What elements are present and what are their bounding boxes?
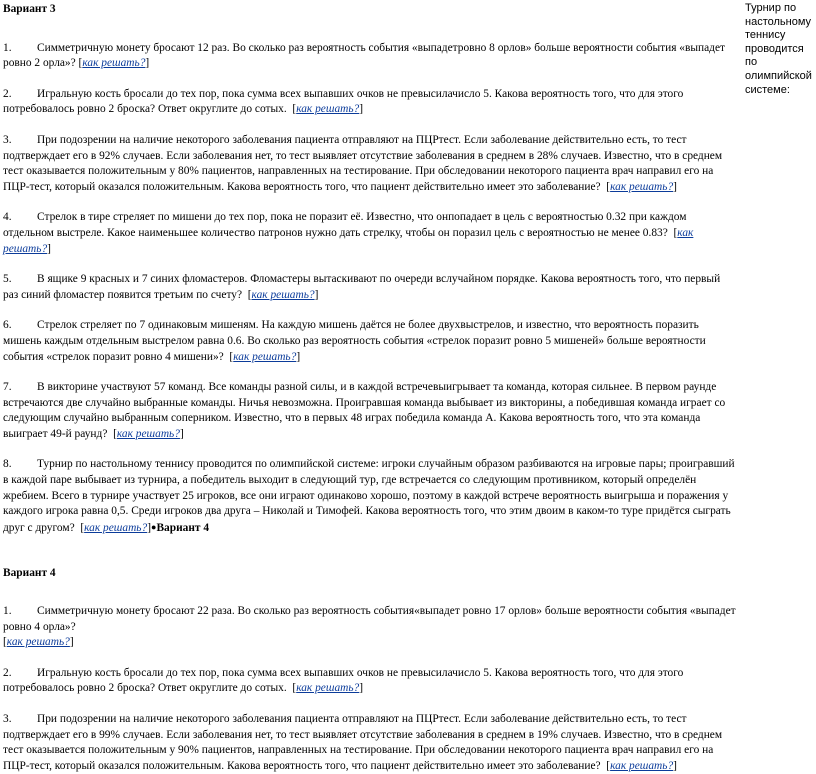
- task-text: Игральную кость бросали до тех пор, пока сумма всех выпавших очков не превысилачисло 5. Какова вероятность того, что для этого потребовалось ровно 2 броска? Ответ округлите до сотых.: [3, 666, 684, 695]
- task-text: Игральную кость бросали до тех пор, пока сумма всех выпавших очков не превысилачисло 5. Какова вероятность того, что для этого потребовалось ровно 2 броска? Ответ округлите до сотых.: [3, 87, 684, 116]
- task-number: 3.: [3, 713, 12, 725]
- task-number: 5.: [3, 273, 12, 286]
- variant-3-title: Вариант 3: [3, 3, 56, 15]
- task-text: Стрелок в тире стреляет по мишени до тех пор, пока не поразит её. Известно, что онпопадает в цель с вероятностью 0.32 при каждом отдельном выстреле. Какое наименьшее количество патронов нужно дать стрелку, чтобы он поразил цель с вероятностью не менее 0.83?: [3, 211, 687, 239]
- task-v3-6: 6. Стрелок стреляет по 7 одинаковым мишеням. На каждую мишень даётся не более двухвыстрелов, и известно, что вероятность поразить мишень каждым отдельным выстрелом равна 0.6. Во сколько раз вероятность события «стрелок поразит ровно 5 мишеней» больше вероятности события «стрелок поразит ровно 4 мишени»? [как решать?]: [3, 319, 706, 363]
- how-to-solve-link[interactable]: как решать?: [6, 636, 70, 649]
- document-body: [3, 2, 738, 774]
- side-note: Турнир по настольному теннису проводится по олимпийской системе:: [745, 2, 812, 96]
- task-text: При подозрении на наличие некоторого заболевания пациента отправляют на ПЦРтест. Если заболевание действительно есть, то тест подтверждает его в 99% случаев. Если заболевания нет, то тест выявляет отсутствие заболевания в среднем в 19% случаев. Известно, что в среднем тест оказывается положительным у 90% пациентов, направленных на тестирование. При обследовании некоторого пациента врач направил его на ПЦР-тест, который оказался положительным. Какова вероятность того, что пациент действительно имеет это заболевание?: [3, 713, 723, 772]
- task-v3-8: 8. Турнир по настольному теннису проводится по олимпийской системе: игроки случайным образом разбиваются на игровые пары; проигравший в каждой паре выбывает из турнира, а победитель выходит в следующий тур, где встречается со следующим противником, который определён жребием. Всего в турнире участвует 25 игроков, все они играют одинаково хорошо, поэтому в каждой встрече вероятность выигрыша и поражения у каждого игрока равна 0,5. Среди игроков два друга – Николай и Тимофей. Какова вероятность того, что этим двоим в каком-то туре придётся сыграть друг с другом? [как решать?]●Вариант 4: [3, 458, 735, 534]
- task-text: В викторине участвуют 57 команд. Все команды разной силы, и в каждой встречевыигрывает та команда, которая сильнее. В первом раунде встречаются две случайно выбранные команды. Ничья невозможна. Проигравшая команда выбывает из викторины, а победившая команда играет со следующим случайно выбранным соперником. Известно, что в первых 48 играх победила команда А. Какова вероятность того, что эта команда выиграет 49-й раунд?: [3, 381, 726, 440]
- task-text: Турнир по настольному теннису проводится по олимпийской системе: игроки случайным образом разбиваются на игровые пары; проигравший в каждой паре выбывает из турнира, а победитель выходит в следующий тур, где встречается со следующим противником, который определён жребием. Всего в турнире участвует 25 игроков, все они играют одинаково хорошо, поэтому в каждой встрече вероятность выигрыша и поражения у каждого игрока равна 0,5. Среди игроков два друга – Николай и Тимофей. Какова вероятность того, что этим двоим в каком-то туре придётся сыграть друг с другом?: [3, 458, 735, 534]
- task-v3-7: 7. В викторине участвуют 57 команд. Все команды разной силы, и в каждой встречевыигрывает та команда, которая сильнее. В первом раунде встречаются две случайно выбранные команды. Ничья невозможна. Проигравшая команда выбывает из викторины, а победившая команда играет со следующим случайно выбранным соперником. Известно, что в первых 48 играх победила команда А. Какова вероятность того, что эта команда выиграет 49-й раунд? [как решать?]: [3, 381, 726, 440]
- task-number: 1.: [3, 605, 12, 618]
- task-v3-5: 5. В ящике 9 красных и 7 синих фломастеров. Фломастеры вытаскивают по очереди вслучайном порядке. Какова вероятность того, что первый раз синий фломастер появится третьим по счету? [как решать?]: [3, 273, 721, 301]
- task-text: При подозрении на наличие некоторого заболевания пациента отправляют на ПЦРтест. Если заболевание действительно есть, то тест подтверждает его в 92% случаев. Если заболевания нет, то тест выявляет отсутствие заболевания в среднем в 28% случаев. Известно, что в среднем тест оказывается положительным у 80% пациентов, направленных на тестирование. При обследовании некоторого пациента врач направил его на ПЦР-тест, который оказался положительным. Какова вероятность того, что пациент действительно имеет это заболевание?: [3, 133, 723, 193]
- variant-3-tasks: [3, 41, 738, 537]
- how-to-solve-link[interactable]: как решать?: [233, 350, 297, 363]
- task-v4-3: 3. При подозрении на наличие некоторого заболевания пациента отправляют на ПЦРтест. Если заболевание действительно есть, то тест подтверждает его в 99% случаев. Если заболевания нет, то тест выявляет отсутствие заболевания в среднем в 19% случаев. Известно, что в среднем тест оказывается положительным у 90% пациентов, направленных на тестирование. При обследовании некоторого пациента врач направил его на ПЦР-тест, который оказался положительным. Какова вероятность того, что пациент действительно имеет это заболевание? [как решать?]: [3, 713, 723, 772]
- how-to-solve-link[interactable]: как решать?: [296, 103, 360, 116]
- task-number: 1.: [3, 41, 12, 54]
- task-v4-2: 2. Игральную кость бросали до тех пор, пока сумма всех выпавших очков не превысилачисло 5. Какова вероятность того, что для этого потребовалось ровно 2 броска? Ответ округлите до сотых. [как решать?]: [3, 666, 684, 695]
- how-to-solve-link[interactable]: как решать?: [82, 57, 146, 70]
- task-number: 6.: [3, 319, 12, 332]
- variant-4-tasks: [3, 604, 738, 774]
- task-number: 3.: [3, 133, 12, 146]
- how-to-solve-link[interactable]: как решать?: [84, 521, 148, 534]
- task-number: 8.: [3, 458, 12, 471]
- variant-4-title: Вариант 4: [3, 567, 56, 580]
- task-number: 7.: [3, 381, 12, 394]
- how-to-solve-link[interactable]: как решать?: [116, 427, 180, 440]
- task-v3-1: 1. Симметричную монету бросают 12 раз. Во сколько раз вероятность события «выпадетровно 8 орлов» больше вероятности события «выпадет ровно 2 орла»? [как решать?]: [3, 41, 726, 70]
- task-v3-2: 2. Игральную кость бросали до тех пор, пока сумма всех выпавших очков не превысилачисло 5. Какова вероятность того, что для этого потребовалось ровно 2 броска? Ответ округлите до сотых. [как решать?]: [3, 87, 684, 116]
- task-text: В ящике 9 красных и 7 синих фломастеров. Фломастеры вытаскивают по очереди вслучайном порядке. Какова вероятность того, что первый раз синий фломастер появится третьим по счету?: [3, 273, 721, 301]
- task-number: 2.: [3, 666, 12, 679]
- task-number: 2.: [3, 87, 12, 100]
- task-text: Симметричную монету бросают 12 раз. Во сколько раз вероятность события «выпадетровно 8 орлов» больше вероятности события «выпадет ровно 2 орла»?: [3, 41, 726, 70]
- inline-variant-4-label: Вариант 4: [156, 521, 210, 534]
- how-to-solve-link[interactable]: как решать?: [3, 226, 694, 255]
- task-text: Стрелок стреляет по 7 одинаковым мишеням. На каждую мишень даётся не более двухвыстрелов, и известно, что вероятность поразить мишень каждым отдельным выстрелом равна 0.6. Во сколько раз вероятность события «стрелок поразит ровно 5 мишеней» больше вероятности события «стрелок поразит ровно 4 мишени»?: [3, 319, 706, 363]
- how-to-solve-link[interactable]: как решать?: [251, 288, 315, 301]
- task-text: Симметричную монету бросают 22 раза. Во сколько раз вероятность события«выпадет ровно 17 орлов» больше вероятности события «выпадет ровно 4 орла»?: [3, 605, 736, 633]
- task-v4-1: 1. Симметричную монету бросают 22 раза. Во сколько раз вероятность события«выпадет ровно 17 орлов» больше вероятности события «выпадет ровно 4 орла»? [как решать?]: [3, 605, 736, 649]
- bullet-icon: ●: [151, 521, 157, 532]
- task-number: 4.: [3, 211, 12, 224]
- how-to-solve-link[interactable]: как решать?: [610, 759, 674, 772]
- how-to-solve-link[interactable]: как решать?: [610, 180, 674, 193]
- task-v3-4: 4. Стрелок в тире стреляет по мишени до тех пор, пока не поразит её. Известно, что онпопадает в цель с вероятностью 0.32 при каждом отдельном выстреле. Какое наименьшее количество патронов нужно дать стрелку, чтобы он поразил цель с вероятностью не менее 0.83? [как решать?]: [3, 211, 694, 255]
- task-v3-3: 3. При подозрении на наличие некоторого заболевания пациента отправляют на ПЦРтест. Если заболевание действительно есть, то тест подтверждает его в 92% случаев. Если заболевания нет, то тест выявляет отсутствие заболевания в среднем в 28% случаев. Известно, что в среднем тест оказывается положительным у 80% пациентов, направленных на тестирование. При обследовании некоторого пациента врач направил его на ПЦР-тест, который оказался положительным. Какова вероятность того, что пациент действительно имеет это заболевание? [как решать?]: [3, 133, 723, 193]
- how-to-solve-link[interactable]: как решать?: [296, 682, 360, 695]
